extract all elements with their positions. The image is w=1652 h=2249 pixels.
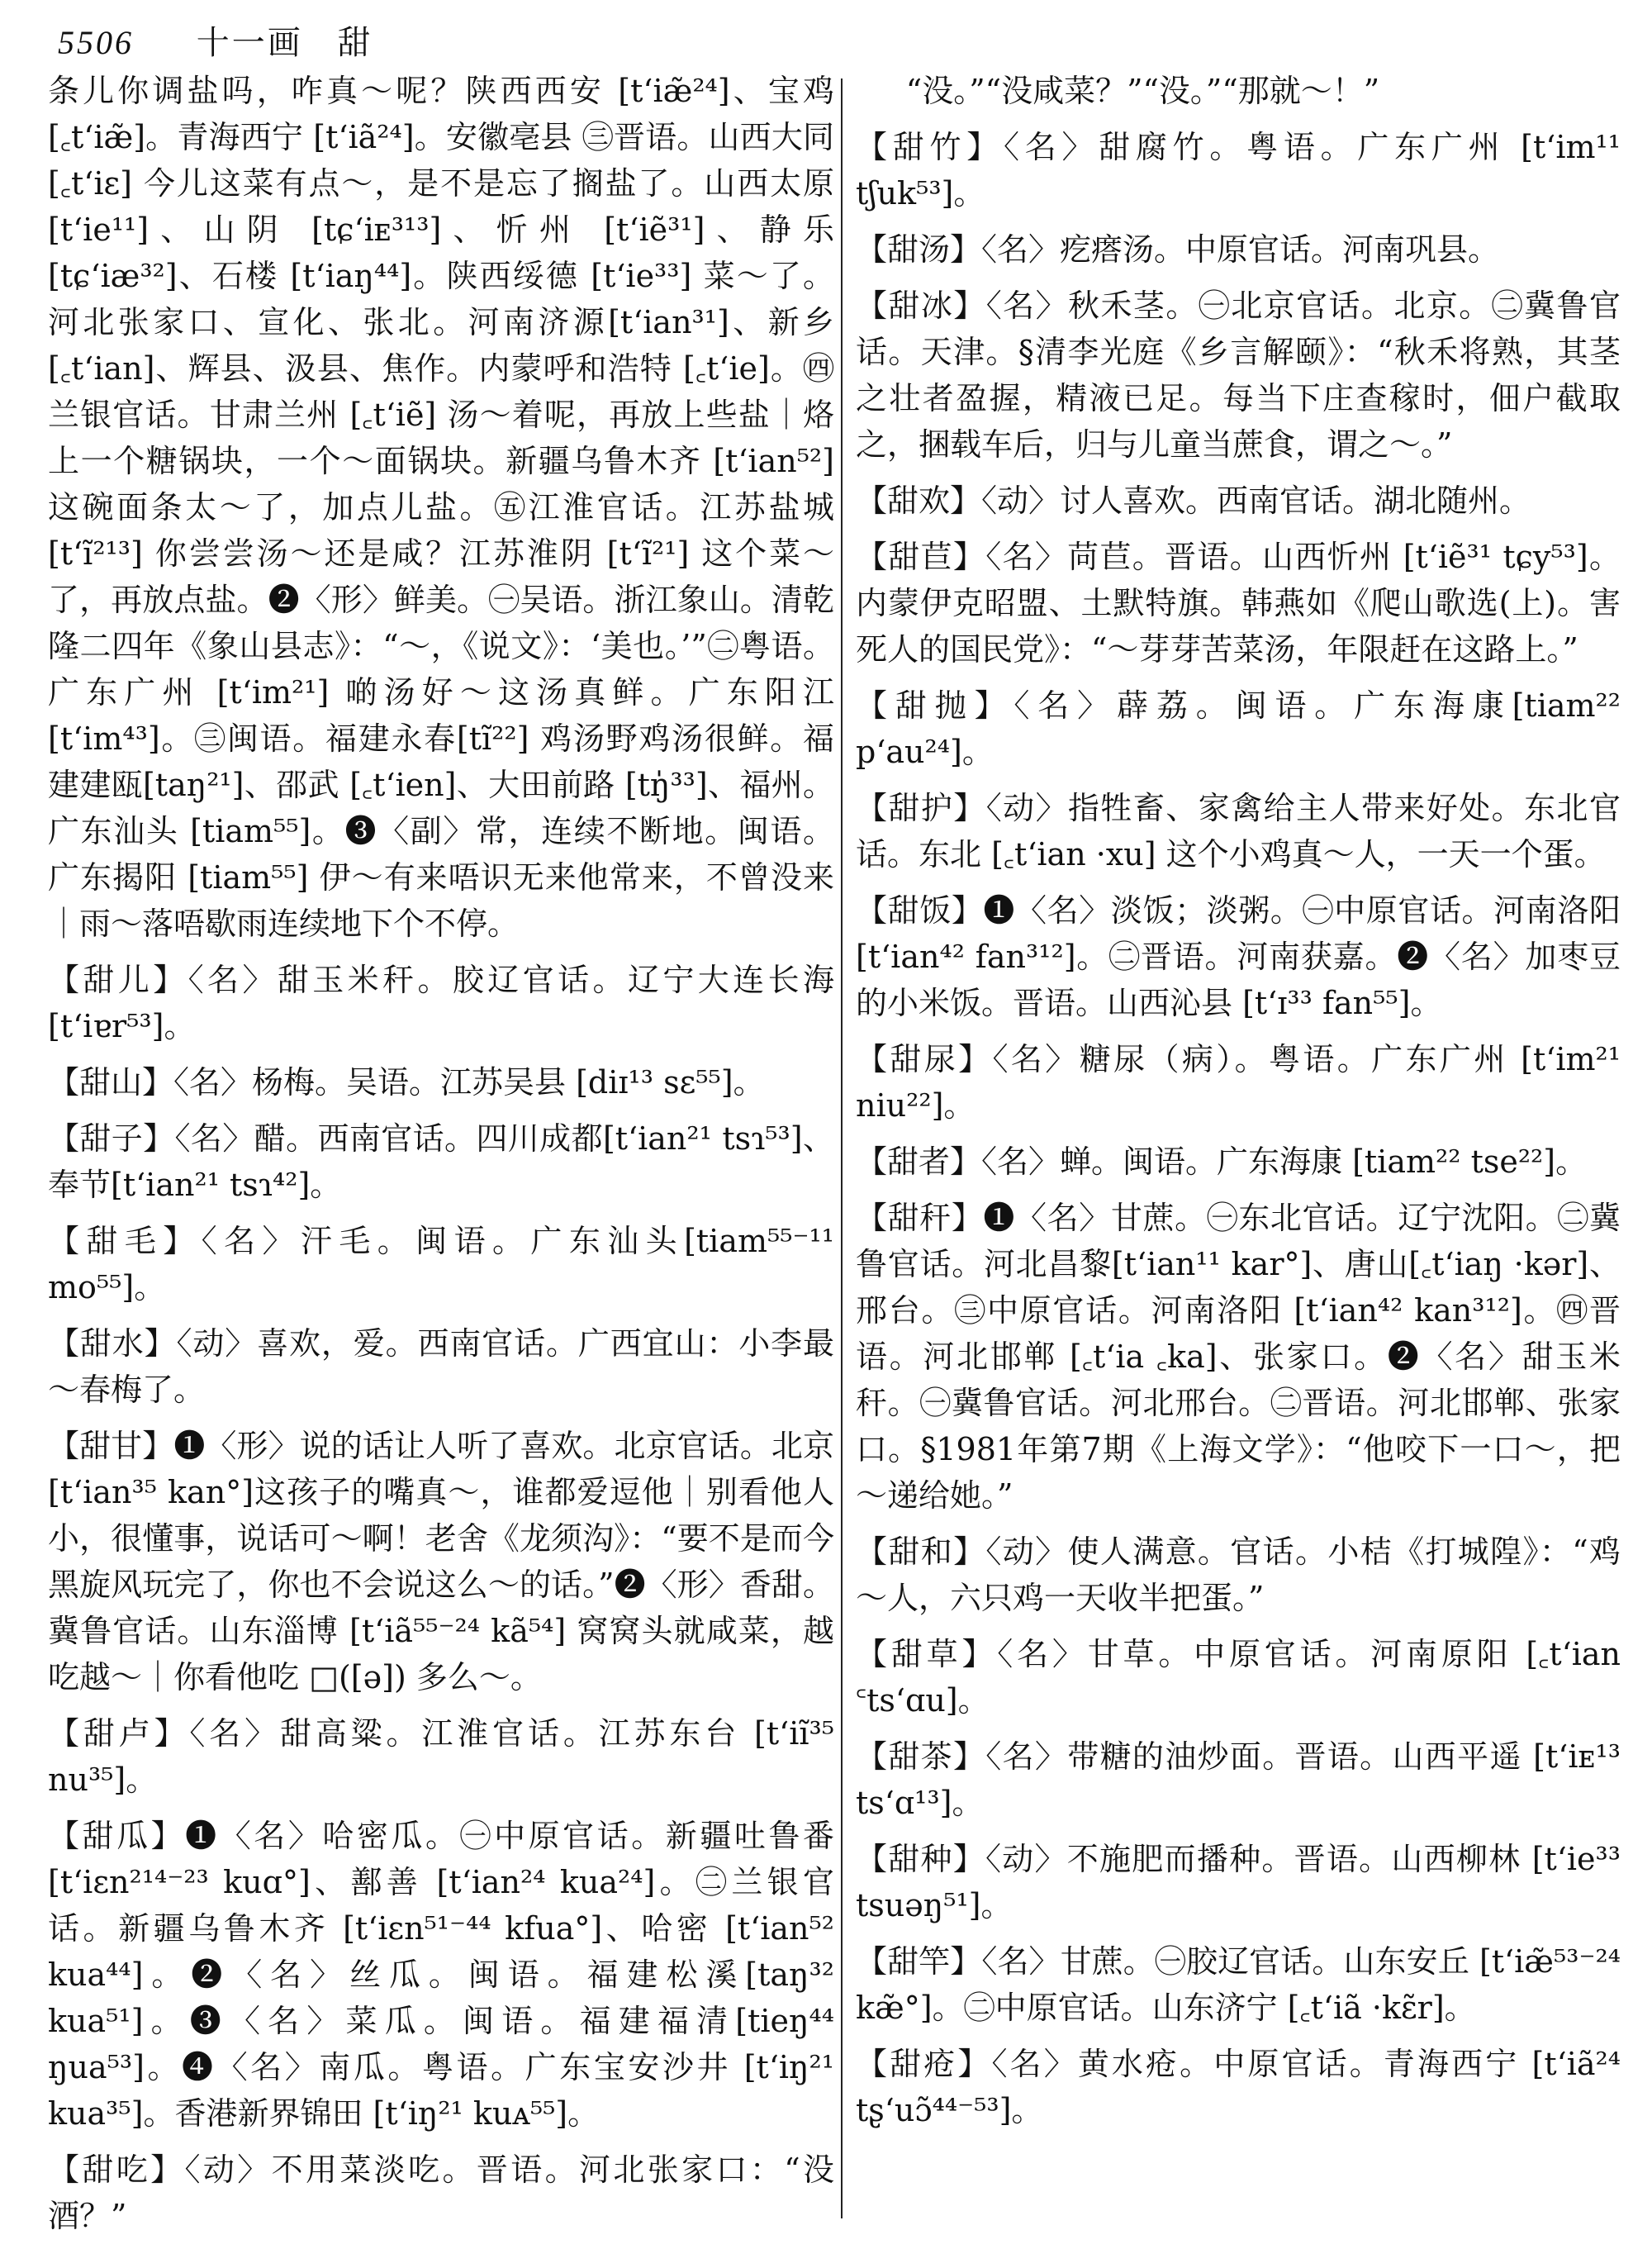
dictionary-entry: 【甜护】〈动〉指牲畜、家禽给主人带来好处。东北官话。东北 [꜀tʻian ·xu] 这个小鸡真～人，一天一个蛋。 bbox=[856, 790, 1621, 872]
entry-continuation: “没。”“没咸菜？”“没。”“那就～！” bbox=[905, 73, 1380, 109]
dictionary-entry: 【甜疮】〈名〉黄水疮。中原官话。青海西宁 [tʻiã²⁴ tʂʻuɔ̃⁴⁴⁻⁵³]。 bbox=[856, 2046, 1621, 2128]
dictionary-entry: 【甜草】〈名〉甘草。中原官话。河南原阳 [꜀tʻian ꜂tsʻɑu]。 bbox=[856, 1636, 1621, 1719]
dictionary-entry: 【甜瓜】❶〈名〉哈密瓜。㊀中原官话。新疆吐鲁番 [tʻiɛn²¹⁴⁻²³ kuɑ°]、鄯善 [tʻian²⁴ kua²⁴]。㊁兰银官话。新疆乌鲁木齐 [tʻiɛn⁵¹⁻⁴⁴ kfua°]、哈密 [tʻian⁵² kua⁴⁴]。❷〈名〉丝瓜。闽语。福建松溪[taŋ³² kua⁵¹]。❸〈名〉菜瓜。闽语。福建福清[tieŋ⁴⁴ ŋua⁵³]。❹〈名〉南瓜。粤语。广东宝安沙井 [tʻiŋ²¹ kua³⁵]。香港新界锦田 [tʻiŋ²¹ kuᴀ⁵⁵]。 bbox=[48, 1818, 834, 2132]
dictionary-entry: 【甜者】〈名〉蝉。闽语。广东海康 [tiam²² tse²²]。 bbox=[856, 1144, 1588, 1180]
dictionary-entry: 【甜欢】〈动〉讨人喜欢。西南官话。湖北随州。 bbox=[856, 483, 1531, 519]
dictionary-entry: 【甜竿】〈名〉甘蔗。㊀胶辽官话。山东安丘 [tʻiæ̃⁵³⁻²⁴ kæ̃°]。㊁中原官话。山东济宁 [꜀tʻiã ·kɛ̃r]。 bbox=[856, 1943, 1621, 2026]
dictionary-entry: 【甜水】〈动〉喜欢，爱。西南官话。广西宜山：小李最～春梅了。 bbox=[48, 1325, 834, 1408]
dictionary-entry: 【甜汤】〈名〉疙瘩汤。中原官话。河南巩县。 bbox=[856, 231, 1500, 268]
dictionary-entry: 【甜秆】❶〈名〉甘蔗。㊀东北官话。辽宁沈阳。㊁冀鲁官话。河北昌黎[tʻian¹¹ kar°]、唐山[꜀tʻiaŋ ·kər]、邢台。㊂中原官话。河南洛阳 [tʻian⁴² kan³¹²]。㊃晋语。河北邯郸 [꜀tʻia ꜀ka]、张家口。❷〈名〉甜玉米秆。㊀冀鲁官话。河北邢台。㊁晋语。河北邯郸、张家口。§1981年第7期《上海文学》：“他咬下一口～，把～递给她。” bbox=[856, 1200, 1621, 1514]
dictionary-entry: 【甜种】〈动〉不施肥而播种。晋语。山西柳林 [tʻie³³ tsuəŋ⁵¹]。 bbox=[856, 1841, 1621, 1923]
dictionary-entry: 【甜竹】〈名〉甜腐竹。粤语。广东广州 [tʻim¹¹ tʃuk⁵³]。 bbox=[856, 129, 1621, 212]
dictionary-entry: 【甜山】〈名〉杨梅。吴语。江苏吴县 [diɪ¹³ sɛ⁵⁵]。 bbox=[48, 1064, 765, 1101]
headword-char: 甜 bbox=[337, 24, 373, 62]
dictionary-entry: 【甜饭】❶〈名〉淡饭；淡粥。㊀中原官话。河南洛阳 [tʻian⁴² fan³¹²]。㊁晋语。河南获嘉。❷〈名〉加枣豆的小米饭。晋语。山西沁县 [tʻɪ³³ fan⁵⁵]。 bbox=[856, 892, 1621, 1021]
dictionary-entry: 【甜卢】〈名〉甜高粱。江淮官话。江苏东台 [tʻiĩ³⁵ nu³⁵]。 bbox=[48, 1715, 834, 1798]
column-divider bbox=[841, 78, 843, 2218]
right-column bbox=[856, 68, 1621, 2143]
dictionary-entry: 【甜和】〈动〉使人满意。官话。小桔《打城隍》：“鸡～人，六只鸡一天收半把蛋。” bbox=[856, 1533, 1621, 1616]
dictionary-entry: 【甜苣】〈名〉苘苣。晋语。山西忻州 [tʻiẽ³¹ tɕy⁵³]。内蒙伊克昭盟、土默特旗。韩燕如《爬山歌选(上)。害死人的国民党》：“～芽芽苦菜汤，年限赶在这路上。” bbox=[856, 539, 1621, 668]
dictionary-entry: 【甜子】〈名〉醋。西南官话。四川成都[tʻian²¹ tsɿ⁵³]、奉节[tʻian²¹ tsɿ⁴²]。 bbox=[48, 1120, 834, 1203]
dictionary-entry: 【甜抛】〈名〉薜荔。闽语。广东海康[tiam²² pʻau²⁴]。 bbox=[856, 687, 1621, 770]
page-number: 5506 bbox=[58, 24, 134, 61]
page-header bbox=[58, 18, 373, 68]
entry-continuation: 条儿你调盐吗，咋真～呢？陕西西安 [tʻiæ̃²⁴]、宝鸡 [꜀tʻiæ̃]。青海西宁 [tʻiã²⁴]。安徽亳县 ㊂晋语。山西大同 [꜀tʻiɛ] 今儿这菜有点～，是不是忘了搁盐了。山西太原 [tʻie¹¹]、山阴 [tɕʻiᴇ³¹³]、忻州 [tʻiẽ³¹]、静乐 [tɕʻiæ³²]、石楼 [tʻiaŋ⁴⁴]。陕西绥德 [tʻie³³] 菜～了。河北张家口、宣化、张北。河南济源[tʻian³¹]、新乡 [꜀tʻian]、辉县、汲县、焦作。内蒙呼和浩特 [꜀tʻie]。㊃兰银官话。甘肃兰州 [꜀tʻiẽ] 汤～着呢，再放上些盐｜烙上一个糖锅块，一个～面锅块。新疆乌鲁木齐 [tʻian⁵²] 这碗面条太～了，加点儿盐。㊄江淮官话。江苏盐城 [tʻĩ²¹³] 你尝尝汤～还是咸？江苏淮阴 [tʻĩ²¹] 这个菜～了，再放点盐。❷〈形〉鲜美。㊀吴语。浙江象山。清乾隆二四年《象山县志》：“～，《说文》：‘美也。’”㊁粤语。广东广州 [tʻim²¹] 啲汤好～这汤真鲜。广东阳江 [tʻim⁴³]。㊂闽语。福建永春[tĩ²²] 鸡汤野鸡汤很鲜。福建建瓯[taŋ²¹]、邵武 [꜀tʻien]、大田前路 [tŋ̍³³]、福州。广东汕头 [tiam⁵⁵]。❸〈副〉常，连续不断地。闽语。广东揭阳 [tiam⁵⁵] 伊～有来唔识无来他常来，不曾没来｜雨～落唔歇雨连续地下个不停。 bbox=[48, 73, 834, 942]
dictionary-entry: 【甜茶】〈名〉带糖的油炒面。晋语。山西平遥 [tʻiᴇ¹³ tsʻɑ¹³]。 bbox=[856, 1738, 1621, 1821]
dictionary-entry: 【甜毛】〈名〉汗毛。闽语。广东汕头[tiam⁵⁵⁻¹¹ mo⁵⁵]。 bbox=[48, 1223, 834, 1305]
dictionary-entry: 【甜尿】〈名〉糖尿（病）。粤语。广东广州 [tʻim²¹ niu²²]。 bbox=[856, 1041, 1621, 1124]
dictionary-entry: 【甜冰】〈名〉秋禾茎。㊀北京官话。北京。㊁冀鲁官话。天津。§清李光庭《乡言解颐》：“秋禾将熟，其茎之壮者盈握，精液已足。每当下庄查稼时，佃户截取之，捆载车后，归与儿童当蔗食，谓之～。” bbox=[856, 288, 1621, 463]
dictionary-entry: 【甜儿】〈名〉甜玉米秆。胶辽官话。辽宁大连长海 [tʻiɐr⁵³]。 bbox=[48, 962, 834, 1044]
dictionary-entry: 【甜甘】❶〈形〉说的话让人听了喜欢。北京官话。北京 [tʻian³⁵ kan°]这孩子的嘴真～，谁都爱逗他｜别看他人小，很懂事，说话可～啊！老舍《龙须沟》：“要不是而今黑旋风玩完了，你也不会说这么～的话。”❷〈形〉香甜。冀鲁官话。山东淄博 [tʻiã⁵⁵⁻²⁴ kã⁵⁴] 窝窝头就咸菜，越吃越～｜你看他吃 □([ə]) 多么～。 bbox=[48, 1428, 834, 1695]
left-column bbox=[48, 68, 834, 2249]
stroke-section: 十一画 bbox=[196, 24, 303, 62]
dictionary-entry: 【甜吃】〈动〉不用菜淡吃。晋语。河北张家口：“没酒？” bbox=[48, 2152, 834, 2234]
